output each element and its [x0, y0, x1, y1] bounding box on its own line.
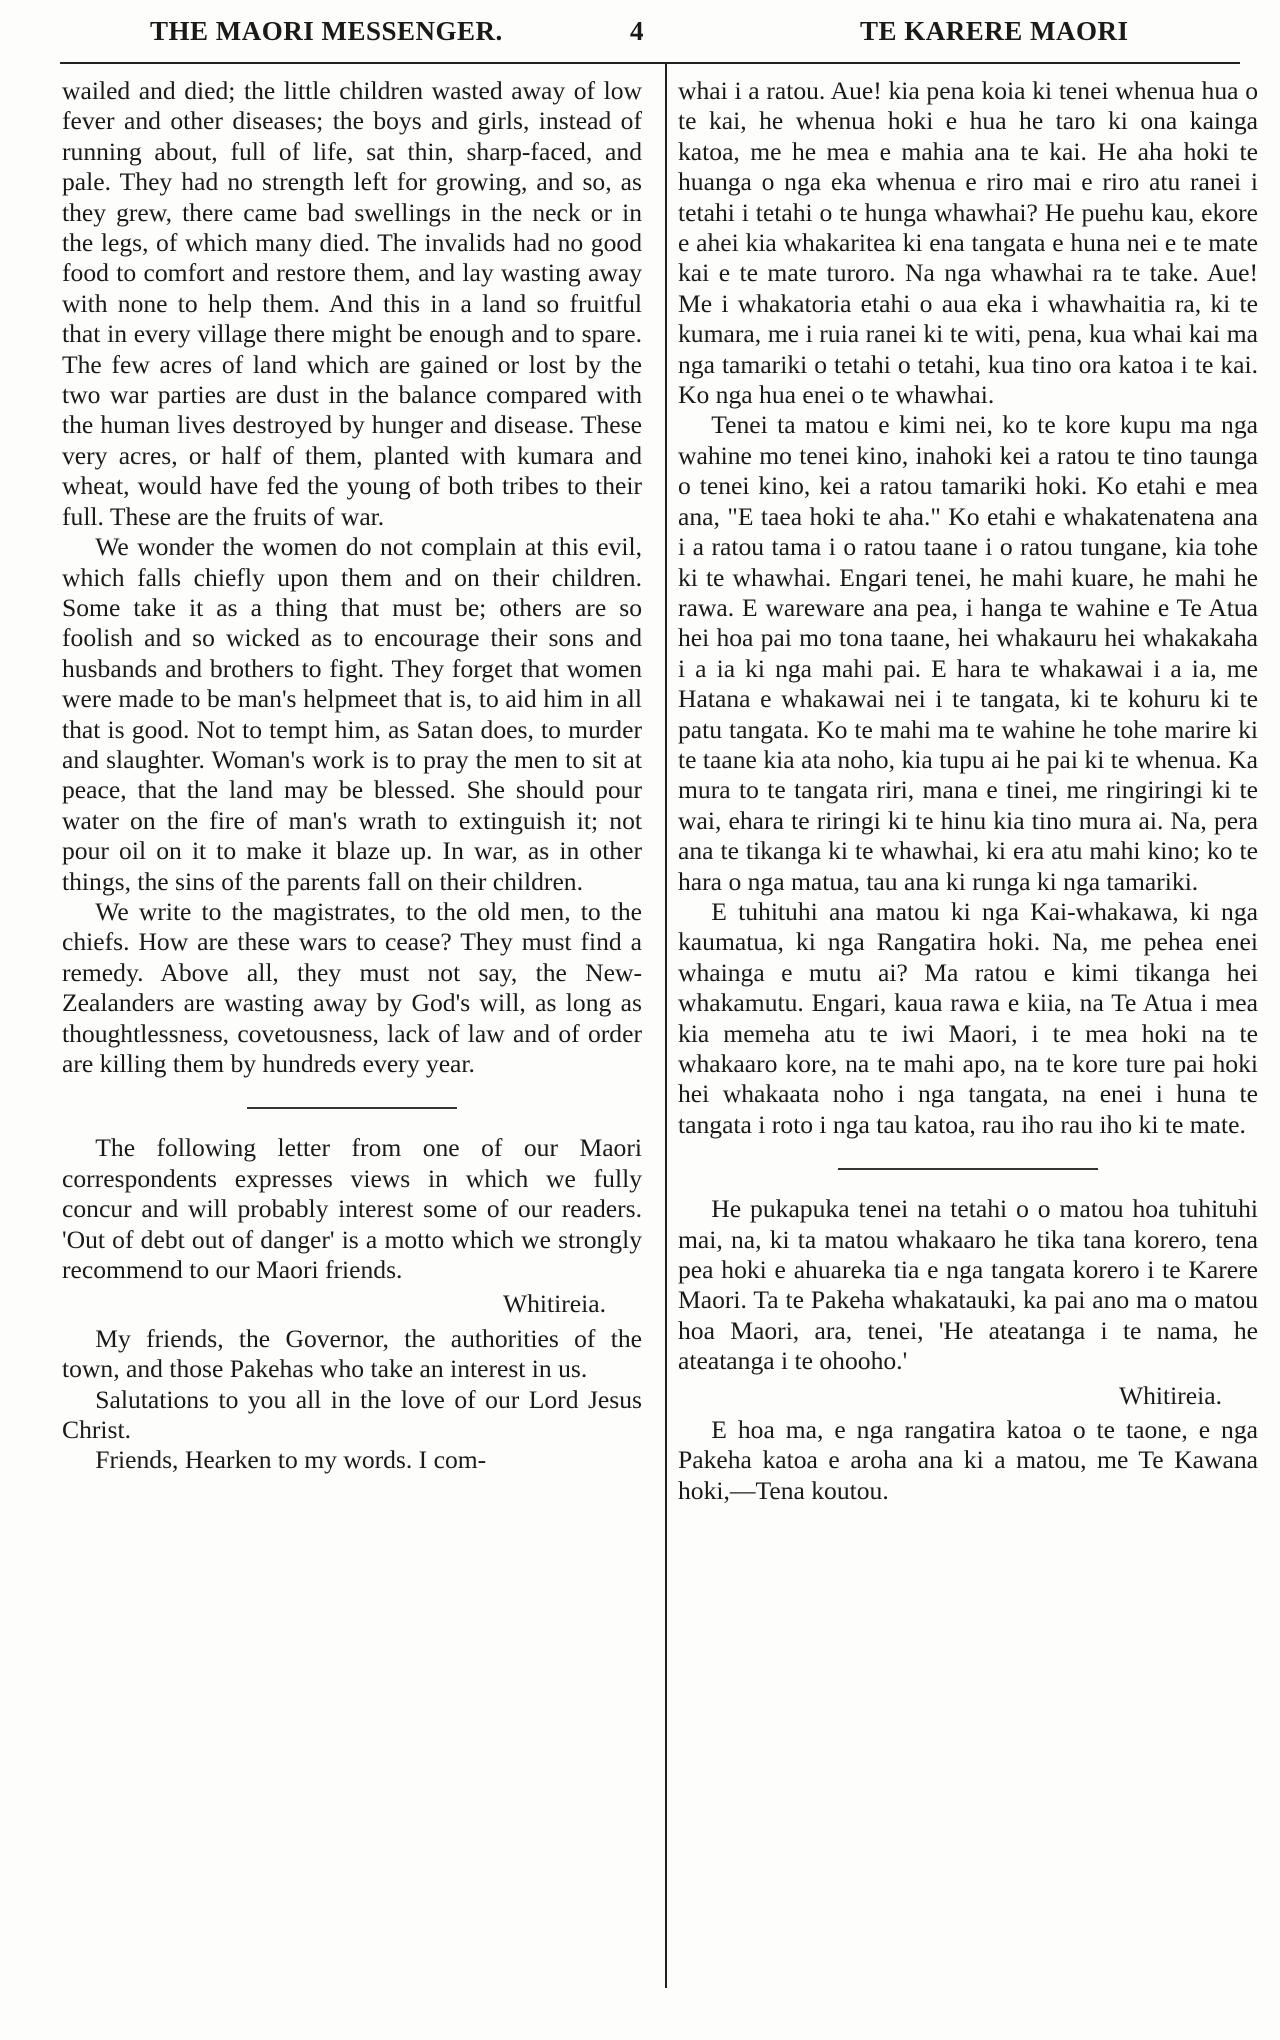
- letter-intro: He pukapuka tenei na tetahi o o matou hoa tuhituhi mai, na, ki ta matou whakaaro he tika tana korero, tena pea hoki e ahuareka tia e nga tangata korero i te Karere Maori. Ta te Pakeha whakatauki, ka pai ano ma o matou hoa Maori, ara, tenei, 'He ateatanga i te nama, he ateatanga i te ohooho.': [678, 1194, 1258, 1376]
- letter-paragraph: Salutations to you all in the love of our Lord Jesus Christ.: [62, 1384, 642, 1445]
- section-divider: [838, 1168, 1098, 1170]
- letter-paragraph: Friends, Hearken to my words. I com-: [95, 1445, 487, 1475]
- article-paragraph: E tuhituhi ana matou ki nga Kai-whakawa, ki nga kaumatua, ki nga Rangatira hoki. Na, me pehea enei whainga e mutu ai? Ma ratou e kimi tikanga hei whakamutu. Engari, kaua rawa e kiia, na Te Atua i mea kia memeha atu te iwi Maori, i te mea hoki na te whakaaro kore, na te mahi apo, na te kore ture pai hoki hei whakaata noho i nga tangata, na enei i huna te tangata i roto i nga tau katoa, rau iho rau iho ki te mate.: [678, 896, 1258, 1139]
- page-number: 4: [630, 16, 644, 46]
- maori-column: [678, 76, 1258, 1506]
- article-paragraph: whai i a ratou. Aue! kia pena koia ki tenei whenua hua o te kai, he whenua hoki e hua he taro ki ona kainga katoa, me he mea e mahia ana te kai. He aha hoki te huanga o nga eka whenua e riro mai e riro atu ranei i tetahi i tetahi o te hunga whawhai? He puehu kau, ekore e ahei kia whakaritea ki ena tangata e huna nei e te mate kai e te mate turoro. Na nga whawhai ra te take. Aue! Me i whakatoria etahi o aua eka i whawhaitia ra, ki te kumara, me i ruia ranei ki te witi, pena, kua whai kai ma nga tamariki o tetahi o tetahi, kua tino ora katoa i te kai. Ko nga hua enei o te whawhai.: [678, 76, 1258, 410]
- header-maori-title: TE KARERE MAORI: [860, 16, 1129, 46]
- column-divider: [665, 64, 667, 1988]
- letter-paragraph: My friends, the Governor, the authorities of the town, and those Pakehas who take an interest in us.: [62, 1323, 642, 1384]
- letter-signature: Whitireia.: [502, 1289, 606, 1319]
- article-paragraph: wailed and died; the little children wasted away of low fever and other diseases; the boys and girls, instead of running about, full of life, sat thin, sharp-faced, and pale. They had no strength left for growing, and so, as they grew, there came bad swellings in the neck or in the legs, of which many died. The invalids had no good food to comfort and restore them, and lay wasting away with none to help them. And this in a land so fruitful that in every village there might be enough and to spare. The few acres of land which are gained or lost by the two war parties are dust in the balance compared with the human lives destroyed by hunger and disease. These very acres, or half of them, planted with kumara and wheat, would have fed the young of both tribes to their full. These are the fruits of war.: [62, 76, 642, 531]
- letter-intro: The following letter from one of our Maori correspondents expresses views in which we fully concur and will probably interest some of our readers. 'Out of debt out of danger' is a motto which we strongly recommend to our Maori friends.: [62, 1133, 642, 1285]
- english-column: [62, 76, 642, 1476]
- article-paragraph: We write to the magistrates, to the old men, to the chiefs. How are these wars to cease? They must find a remedy. Above all, they must not say, the New-Zealanders are wasting away by God's will, as long as thoughtlessness, covetousness, lack of law and of order are killing them by hundreds every year.: [62, 896, 642, 1078]
- article-paragraph: Tenei ta matou e kimi nei, ko te kore kupu ma nga wahine mo tenei kino, inahoki kei a ratou te tino taunga o tenei kino, kei a ratou tamariki hoki. Ko etahi e mea ana, "E taea hoki te aha." Ko etahi e whakatenatena ana i a ratou tama i o ratou taane i o ratou tungane, kia tohe ki te whawhai. Engari tenei, he mahi kuare, he mahi he rawa. E wareware ana pea, i hanga te wahine e Te Atua hei hoa pai mo tona taane, hei whakauru hei whakakaha i a ia ki nga mahi pai. E hara te whakawai i a ia, me Hatana e whakawai nei i te tangata, ki te kohuru ki te patu tangata. Ko te mahi ma te wahine he tohe marire ki te taane kia ata noho, kia tupu ai he pai ki te whenua. Ka mura to te tangata riri, mana e tinei, me ringiringi ki te wai, ehara te riringi ki te hinu kia tino mura ai. Na, pera ana te tikanga ki te whawhai, ki era atu mahi kino; ko te hara o nga matua, tau ana ki runga ki nga tamariki.: [678, 410, 1258, 896]
- header-english-title: THE MAORI MESSENGER.: [150, 16, 503, 46]
- header-rule: [60, 62, 1240, 64]
- letter-paragraph: E hoa ma, e nga rangatira katoa o te taone, e nga Pakeha katoa e aroha ana ki a matou, me Te Kawana hoki,—Tena koutou.: [678, 1415, 1258, 1505]
- page-header: [60, 10, 1240, 60]
- article-paragraph: We wonder the women do not complain at this evil, which falls chiefly upon them and on their children. Some take it as a thing that must be; others are so foolish and so wicked as to encourage their sons and husbands and brothers to fight. They forget that women were made to be man's helpmeet that is, to aid him in all that is good. Not to tempt him, as Satan does, to murder and slaughter. Woman's work is to pray the men to sit at peace, that the land may be blessed. She should pour water on the fire of man's wrath to extinguish it; not pour oil on it to make it blaze up. In war, as in other things, the sins of the parents fall on their children.: [62, 532, 642, 896]
- letter-signature: Whitireia.: [1118, 1380, 1222, 1410]
- section-divider: [247, 1107, 457, 1109]
